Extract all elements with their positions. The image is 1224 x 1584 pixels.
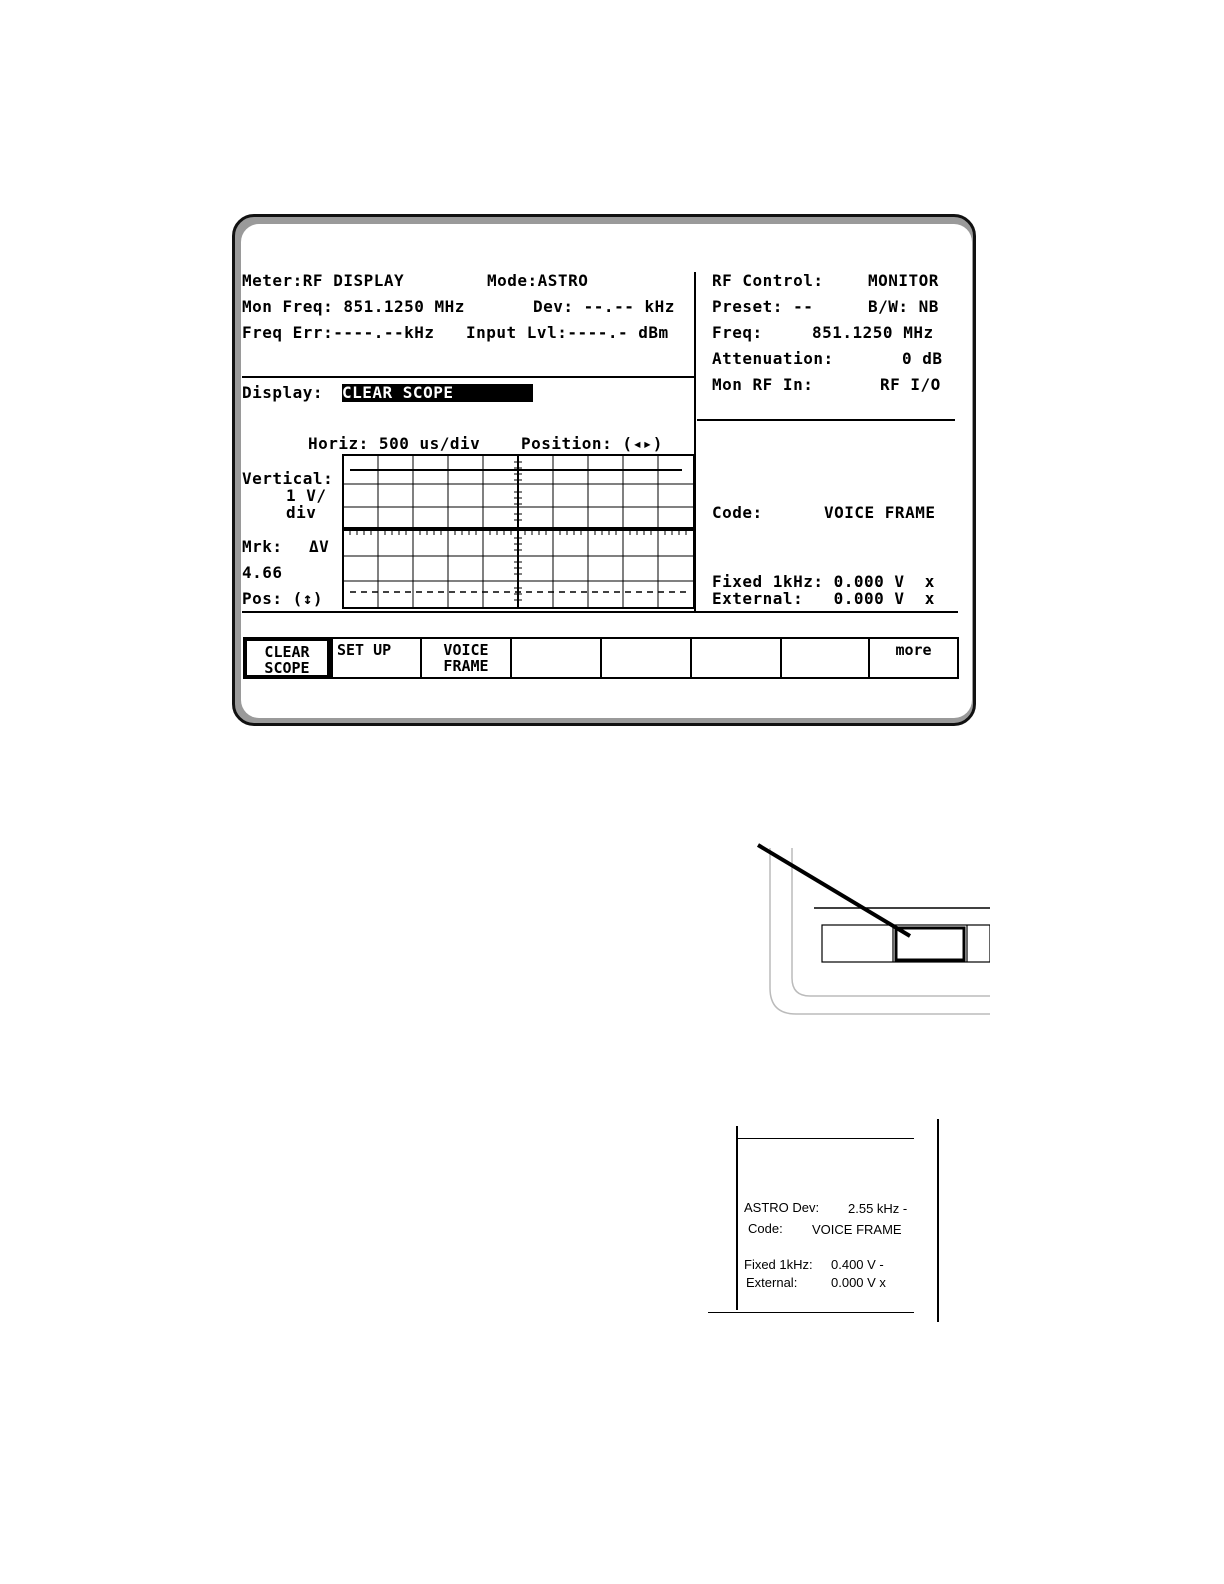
inset-divider — [736, 1126, 738, 1310]
code-value: VOICE FRAME — [812, 1222, 902, 1237]
mon-freq-readout: Mon Freq: 851.1250 MHz — [242, 297, 465, 316]
mon-rf-in-value[interactable]: RF I/O — [880, 375, 941, 394]
freq-err-readout: Freq Err:----.--kHz — [242, 323, 435, 342]
marker-delta: ΔV — [309, 537, 330, 556]
softkey-callout-illustration — [750, 838, 990, 1018]
softkey-clear-scope[interactable] — [243, 637, 331, 679]
inset-divider — [937, 1119, 939, 1322]
softkey-label: SCOPE — [264, 659, 310, 677]
softkey-blank-7[interactable] — [780, 637, 872, 679]
fixed-1khz-value: 0.400 V - — [831, 1257, 884, 1272]
display-label: Display: — [242, 383, 324, 402]
scope-graticule — [342, 454, 695, 610]
astro-dev-label: ASTRO Dev: — [744, 1200, 820, 1215]
inset-divider — [708, 1312, 914, 1313]
vertical-label: Vertical: — [242, 469, 334, 488]
vertical-unit: div — [286, 503, 317, 522]
dev-readout: Dev: --.-- kHz — [533, 297, 675, 316]
horiz-label: Horiz: 500 us/div — [308, 434, 481, 453]
preset-label: Preset: -- — [712, 297, 814, 316]
marker-value: 4.66 — [242, 563, 283, 582]
code-label: Code: — [712, 503, 763, 522]
softkey-blank-5[interactable] — [600, 637, 692, 679]
softkey-set-up[interactable] — [331, 637, 422, 679]
freq-label: Freq: — [712, 323, 763, 342]
meter-label: Meter:RF DISPLAY — [242, 271, 405, 290]
softkey-blank-6[interactable] — [690, 637, 782, 679]
softkey-label: SET UP — [337, 641, 392, 659]
freq-value[interactable]: 851.1250 MHz — [812, 323, 934, 342]
fixed-1khz-label: Fixed 1kHz: — [744, 1257, 813, 1272]
divider — [242, 376, 694, 378]
vertical-scale: 1 V/ — [286, 486, 327, 505]
display-field[interactable]: CLEAR SCOPE — [342, 384, 533, 402]
external-readout: External: 0.000 V x — [712, 589, 935, 608]
rf-control-label: RF Control: — [712, 271, 824, 290]
code-label: Code: — [748, 1221, 783, 1236]
divider — [697, 419, 955, 421]
mode-label: Mode:ASTRO — [487, 271, 589, 290]
bw-label: B/W: NB — [868, 297, 939, 316]
position-label: Position: (◂▸) — [521, 434, 663, 453]
divider — [242, 611, 958, 613]
softkey-label: VOICE — [443, 641, 489, 659]
softkey-voice-frame[interactable] — [420, 637, 512, 679]
rf-control-value[interactable]: MONITOR — [868, 271, 939, 290]
external-value: 0.000 V x — [831, 1275, 886, 1290]
softkey-label: more — [895, 641, 932, 659]
attenuation-value[interactable]: 0 dB — [902, 349, 943, 368]
attenuation-label: Attenuation: — [712, 349, 834, 368]
softkey-more[interactable] — [868, 637, 959, 679]
softkey-blank-4[interactable] — [510, 637, 602, 679]
pos-label: Pos: (↕) — [242, 589, 324, 608]
input-lvl-readout: Input Lvl:----.- dBm — [466, 323, 669, 342]
softkey-label: FRAME — [443, 657, 489, 675]
softkey-label: CLEAR — [264, 643, 310, 661]
inset-divider — [738, 1138, 914, 1139]
pane-divider — [694, 272, 696, 612]
marker-label: Mrk: — [242, 537, 283, 556]
astro-dev-value: 2.55 kHz - — [848, 1201, 908, 1216]
mon-rf-in-label: Mon RF In: — [712, 375, 814, 394]
code-value[interactable]: VOICE FRAME — [824, 503, 936, 522]
external-label: External: — [746, 1275, 798, 1290]
fixed-1khz-readout: Fixed 1kHz: 0.000 V x — [712, 572, 935, 591]
